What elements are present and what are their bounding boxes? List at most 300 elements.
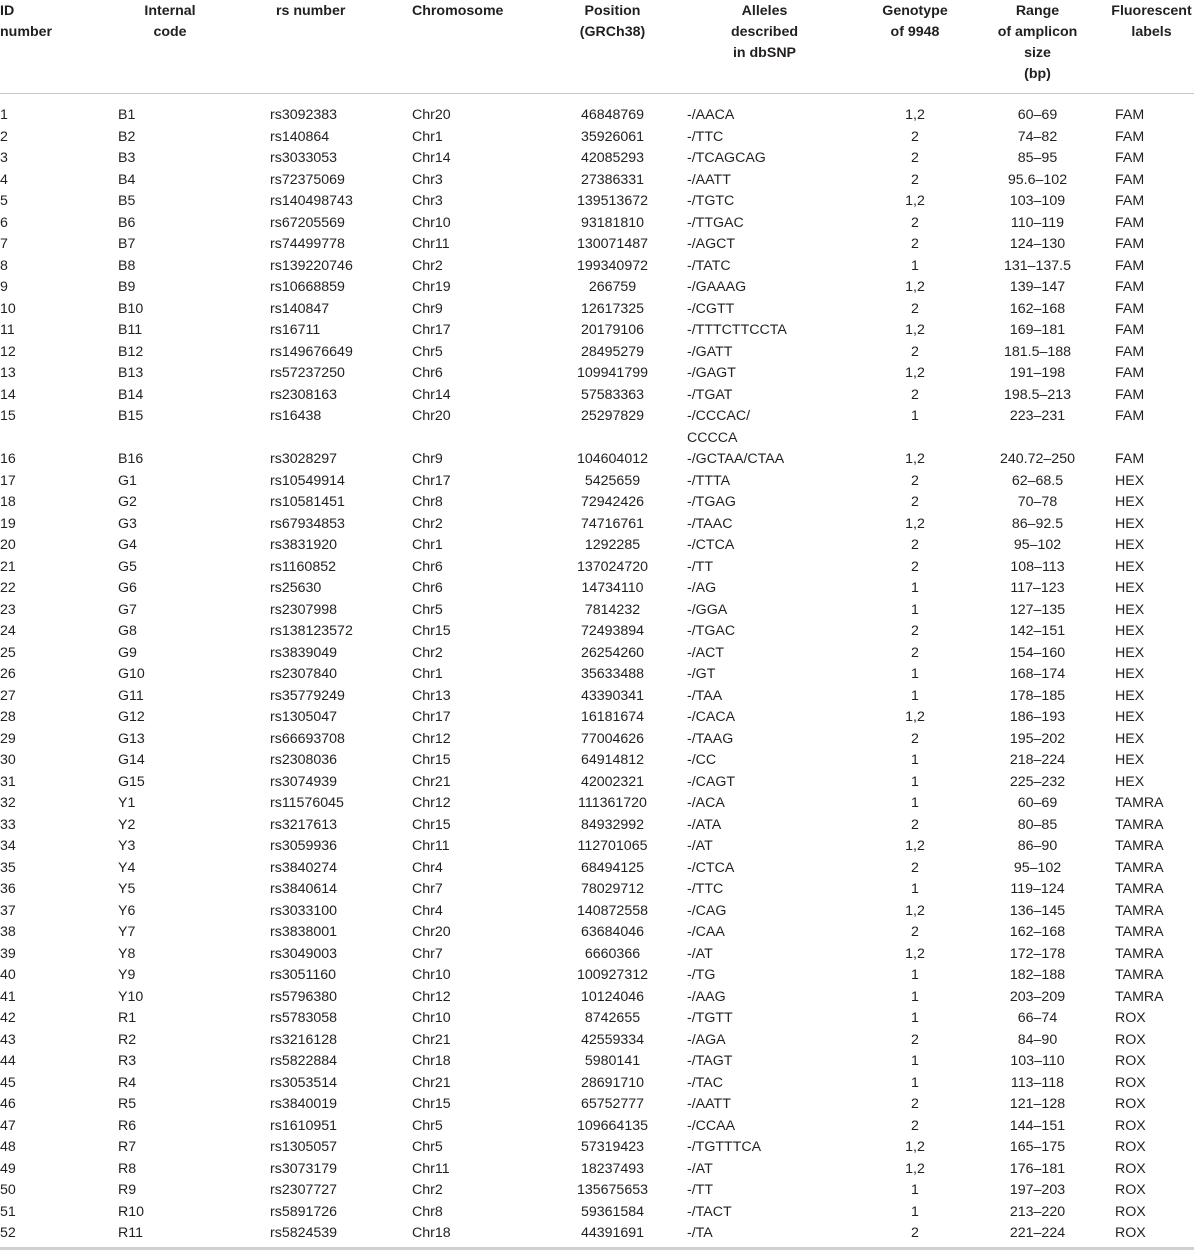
cell-internal-code: B15 (118, 408, 144, 424)
cell-rs-number: rs3053514 (270, 1074, 338, 1091)
cell-genotype: 1,2 (905, 945, 925, 962)
cell-internal-code: Y1 (118, 795, 136, 811)
cell-rs-number: rs1305047 (270, 709, 338, 725)
cell-chromosome: Chr17 (412, 322, 451, 338)
cell-fluorescent-label: HEX (1115, 472, 1145, 489)
cell-position: 5425659 (584, 472, 641, 489)
cell-fluorescent-label: HEX (1115, 644, 1145, 661)
cell-position: 14734110 (581, 580, 644, 596)
cell-internal-code: G8 (118, 623, 137, 639)
cell-alleles: -/AGCT (687, 236, 736, 252)
cell-alleles: -/TTC (687, 128, 724, 145)
cell-id-number: 41 (0, 988, 16, 1005)
cell-internal-code: R6 (118, 1117, 137, 1134)
cell-internal-code: R1 (118, 1010, 137, 1026)
cell-id-number: 37 (0, 902, 16, 919)
cell-position: 64914812 (580, 752, 645, 768)
cell-alleles: -/TTGAC (687, 214, 744, 231)
cell-position: 46848769 (580, 107, 645, 123)
cell-internal-code: B6 (118, 214, 136, 231)
cell-amplicon-range: 95.6–102 (1007, 171, 1068, 188)
cell-chromosome: Chr6 (412, 558, 443, 575)
cell-fluorescent-label: ROX (1115, 1117, 1146, 1134)
cell-alleles: -/TAA (687, 687, 723, 704)
cell-rs-number: rs3092383 (270, 107, 338, 123)
cell-fluorescent-label: TAMRA (1115, 924, 1164, 940)
cell-chromosome: Chr14 (412, 386, 451, 403)
cell-rs-number: rs140847 (270, 300, 330, 317)
cell-fluorescent-label: HEX (1115, 580, 1145, 596)
cell-alleles: -/AAG (687, 988, 726, 1005)
cell-fluorescent-label: FAM (1115, 128, 1145, 145)
cell-chromosome: Chr20 (412, 107, 451, 123)
cell-fluorescent-label: HEX (1115, 558, 1145, 575)
table-row (0, 514, 1194, 536)
cell-internal-code: B1 (118, 107, 136, 123)
cell-position: 27386331 (580, 171, 645, 188)
cell-rs-number: rs3216128 (270, 1031, 338, 1048)
cell-alleles: -/GCTAA/CTAA (687, 451, 785, 467)
cell-alleles: -/TGTT (687, 1010, 733, 1026)
cell-genotype: 2 (911, 1096, 919, 1112)
cell-amplicon-range: 186–193 (1009, 709, 1066, 725)
cell-genotype: 1,2 (905, 451, 925, 467)
cell-amplicon-range: 84–90 (1017, 1031, 1058, 1048)
table-row (0, 342, 1194, 364)
cell-rs-number: rs67934853 (270, 515, 345, 532)
cell-id-number: 3 (0, 150, 8, 166)
cell-alleles: -/AGA (687, 1031, 726, 1048)
cell-fluorescent-label: ROX (1115, 1031, 1146, 1048)
cell-genotype: 1 (911, 1203, 919, 1220)
cell-id-number: 6 (0, 214, 8, 231)
cell-rs-number: rs140498743 (270, 193, 353, 209)
table-row (0, 987, 1194, 1009)
cell-internal-code: B7 (118, 236, 136, 252)
cell-position: 10124046 (580, 988, 645, 1005)
cell-rs-number: rs3831920 (270, 537, 338, 553)
table-row (0, 535, 1194, 557)
cell-position: 28691710 (580, 1074, 645, 1091)
cell-fluorescent-label: FAM (1115, 171, 1145, 188)
table-row (0, 879, 1194, 901)
cell-fluorescent-label: FAM (1115, 343, 1145, 360)
cell-genotype: 2 (911, 1117, 919, 1134)
cell-alleles: -/TAGT (687, 1053, 733, 1069)
cell-amplicon-range: 110–119 (1010, 214, 1065, 231)
cell-internal-code: B13 (118, 365, 144, 381)
cell-genotype: 2 (911, 816, 919, 833)
cell-rs-number: rs10581451 (270, 494, 345, 510)
cell-id-number: 36 (0, 881, 16, 897)
cell-alleles: -/GAAAG (687, 279, 747, 295)
cell-genotype: 1 (911, 408, 919, 424)
cell-rs-number: rs2307727 (270, 1182, 338, 1198)
cell-genotype: 1 (911, 988, 919, 1005)
cell-chromosome: Chr19 (412, 279, 451, 295)
cell-genotype: 2 (911, 171, 919, 188)
table-row (0, 707, 1194, 729)
cell-alleles: -/TAAC (687, 515, 733, 532)
cell-alleles: -/GATT (687, 343, 733, 360)
cell-rs-number: rs5891726 (270, 1203, 338, 1220)
cell-position: 72493894 (580, 623, 645, 639)
table-row (0, 299, 1194, 321)
cell-rs-number: rs5796380 (270, 988, 338, 1005)
cell-rs-number: rs3051160 (270, 967, 336, 983)
cell-alleles: -/TTTA (687, 472, 731, 489)
cell-id-number: 27 (0, 687, 16, 704)
cell-amplicon-range: 221–224 (966, 1223, 1109, 1248)
cell-id-number: 7 (0, 236, 8, 252)
cell-fluorescent-label: FAM (1115, 236, 1145, 252)
cell-position: 57583363 (580, 386, 645, 403)
table-row (0, 836, 1194, 858)
cell-position: 93181810 (580, 214, 645, 231)
cell-internal-code: R11 (118, 1223, 270, 1248)
cell-internal-code: B4 (118, 171, 136, 188)
cell-chromosome: Chr11 (412, 1160, 450, 1177)
table-row (0, 686, 1194, 708)
table-row (0, 750, 1194, 772)
cell-alleles: -/TGTC (687, 193, 735, 209)
cell-genotype: 2 (911, 1031, 919, 1048)
cell-position: 112701065 (577, 838, 648, 854)
cell-rs-number: rs3049003 (270, 945, 338, 962)
table-row (0, 1202, 1194, 1224)
cell-position: 63684046 (580, 924, 645, 940)
cell-alleles: -/CTCA (687, 537, 735, 553)
table-row (0, 471, 1194, 493)
cell-amplicon-range: 95–102 (1013, 859, 1062, 876)
cell-alleles: -/CAGT (687, 773, 736, 790)
cell-amplicon-range: 124–130 (1009, 236, 1066, 252)
cell-genotype: 1 (911, 773, 919, 790)
cell-genotype: 2 (911, 150, 919, 166)
cell-rs-number: rs5822884 (270, 1053, 338, 1069)
cell-id-number: 52 (0, 1223, 118, 1248)
cell-amplicon-range: 182–188 (1009, 967, 1066, 983)
cell-chromosome: Chr10 (412, 1010, 451, 1026)
cell-chromosome: Chr5 (412, 1139, 443, 1155)
cell-rs-number: rs3840274 (270, 859, 338, 876)
cell-id-number: 40 (0, 967, 16, 983)
cell-rs-number: rs2307840 (270, 666, 338, 682)
cell-alleles: -/AT (687, 945, 713, 962)
cell-alleles: -/CCAA (687, 1117, 736, 1134)
cell-rs-number: rs5824539 (270, 1223, 412, 1248)
cell-fluorescent-label: ROX (1115, 1160, 1146, 1177)
cell-chromosome: Chr10 (412, 214, 451, 231)
cell-position: 104604012 (576, 451, 648, 467)
cell-amplicon-range: 181.5–188 (1003, 343, 1072, 360)
cell-chromosome: Chr12 (412, 730, 451, 747)
cell-internal-code: Y10 (118, 988, 144, 1005)
table-row (0, 363, 1194, 385)
cell-amplicon-range: 240.72–250 (1000, 451, 1075, 467)
cell-amplicon-range: 213–220 (1009, 1203, 1066, 1220)
cell-chromosome: Chr10 (412, 967, 451, 983)
table-row (0, 1180, 1194, 1202)
cell-genotype: 2 (911, 128, 919, 145)
cell-id-number: 18 (0, 494, 16, 510)
cell-rs-number: rs74499778 (270, 236, 345, 252)
cell-amplicon-range: 176–181 (1009, 1160, 1066, 1177)
cell-id-number: 23 (0, 601, 16, 618)
header-fluorescent-labels: Fluorescent labels (1109, 0, 1194, 94)
cell-fluorescent-label: FAM (1115, 107, 1145, 123)
cell-genotype: 1 (911, 1053, 919, 1069)
cell-amplicon-range: 169–181 (1009, 322, 1066, 338)
cell-position: 8742655 (584, 1010, 641, 1026)
cell-amplicon-range: 70–78 (1017, 494, 1058, 510)
cell-id-number: 43 (0, 1031, 16, 1048)
cell-chromosome: Chr4 (412, 902, 443, 919)
table-row (0, 449, 1194, 471)
header-id-number: ID number (0, 0, 118, 94)
cell-position: 137024720 (576, 558, 648, 575)
cell-position: 109941799 (576, 365, 648, 381)
cell-id-number: 1 (0, 107, 8, 123)
cell-fluorescent-label: HEX (1115, 515, 1145, 532)
cell-chromosome: Chr15 (412, 752, 451, 768)
cell-genotype: 2 (911, 343, 919, 360)
cell-internal-code: G7 (118, 601, 137, 618)
cell-chromosome: Chr12 (412, 795, 451, 811)
cell-genotype: 1,2 (905, 515, 925, 532)
cell-fluorescent-label: ROX (1115, 1010, 1146, 1026)
cell-internal-code: B5 (118, 193, 136, 209)
cell-rs-number: rs138123572 (270, 623, 353, 639)
table-row (0, 213, 1194, 235)
cell-position: 140872558 (576, 902, 648, 919)
cell-position: 84932992 (580, 816, 645, 833)
cell-internal-code: R4 (118, 1074, 137, 1091)
cell-rs-number: rs139220746 (270, 257, 353, 274)
cell-fluorescent-label: HEX (1115, 666, 1145, 682)
cell-genotype: 2 (911, 924, 919, 940)
cell-internal-code: G11 (118, 687, 144, 704)
cell-id-number: 32 (0, 795, 16, 811)
cell-id-number: 46 (0, 1096, 16, 1112)
cell-chromosome: Chr1 (412, 537, 443, 553)
cell-position: 12617325 (580, 300, 645, 317)
table-row (0, 557, 1194, 579)
cell-id-number: 48 (0, 1139, 16, 1155)
cell-internal-code: R2 (118, 1031, 137, 1048)
table-row (0, 492, 1194, 514)
cell-rs-number: rs3059936 (270, 838, 338, 854)
cell-id-number: 45 (0, 1074, 16, 1091)
cell-amplicon-range: 62–68.5 (1011, 472, 1064, 489)
cell-chromosome: Chr15 (412, 623, 451, 639)
cell-fluorescent-label: FAM (1115, 214, 1145, 231)
cell-rs-number: rs3028297 (270, 451, 338, 467)
cell-position: 139513672 (576, 193, 648, 209)
cell-id-number: 2 (0, 128, 8, 145)
table-row (0, 793, 1194, 815)
cell-position: 25297829 (580, 408, 645, 424)
cell-chromosome: Chr7 (412, 881, 443, 897)
cell-genotype: 1,2 (905, 902, 925, 919)
cell-fluorescent-label: ROX (1115, 1074, 1146, 1091)
cell-id-number: 9 (0, 279, 8, 295)
cell-position: 199340972 (576, 257, 648, 274)
cell-position: 18237493 (580, 1160, 645, 1177)
cell-internal-code: G12 (118, 709, 145, 725)
cell-alleles: -/AATT (687, 171, 731, 188)
cell-genotype: 1,2 (905, 279, 925, 295)
table-row (0, 320, 1194, 342)
cell-internal-code: G4 (118, 537, 137, 553)
table-row (0, 772, 1194, 794)
cell-alleles: -/ATA (687, 816, 722, 833)
cell-id-number: 50 (0, 1182, 16, 1198)
cell-amplicon-range: 108–113 (1010, 558, 1065, 575)
table-row (0, 1051, 1194, 1073)
cell-fluorescent-label: ROX (1109, 1223, 1194, 1248)
header-chromosome: Chromosome (412, 0, 550, 94)
cell-id-number: 39 (0, 945, 16, 962)
cell-internal-code: G9 (118, 644, 137, 661)
cell-rs-number: rs3217613 (270, 816, 338, 833)
cell-internal-code: G14 (118, 752, 145, 768)
cell-fluorescent-label: HEX (1115, 687, 1145, 704)
cell-internal-code: G13 (118, 730, 145, 747)
cell-rs-number: rs72375069 (270, 171, 345, 188)
cell-genotype: 1 (911, 1074, 919, 1091)
cell-internal-code: G10 (118, 666, 145, 682)
table-row (0, 234, 1194, 256)
cell-amplicon-range: 80–85 (1017, 816, 1058, 833)
cell-genotype: 1 (911, 967, 919, 983)
cell-rs-number: rs57237250 (270, 365, 345, 381)
table-row (0, 621, 1194, 643)
table-row (0, 170, 1194, 192)
cell-position: 16181674 (580, 709, 645, 725)
cell-internal-code: G6 (118, 580, 137, 596)
cell-chromosome: Chr1 (412, 128, 443, 145)
cell-internal-code: R7 (118, 1139, 137, 1155)
cell-id-number: 4 (0, 171, 8, 188)
cell-fluorescent-label: HEX (1115, 752, 1145, 768)
cell-alleles: -/CTCA (687, 859, 735, 876)
cell-fluorescent-label: HEX (1115, 709, 1145, 725)
cell-genotype: 1 (911, 1010, 919, 1026)
cell-genotype: 1 (911, 795, 919, 811)
cell-id-number: 16 (0, 451, 16, 467)
cell-internal-code: Y9 (118, 967, 136, 983)
cell-id-number: 31 (0, 773, 16, 790)
cell-id-number: 11 (0, 322, 15, 338)
cell-internal-code: R9 (118, 1182, 137, 1198)
cell-genotype: 1 (911, 601, 919, 618)
cell-chromosome: Chr14 (412, 150, 451, 166)
cell-chromosome: Chr15 (412, 1096, 451, 1112)
cell-amplicon-range: 144–151 (1009, 1117, 1066, 1134)
cell-position: 42002321 (580, 773, 645, 790)
cell-id-number: 47 (0, 1117, 16, 1134)
cell-position: 68494125 (580, 859, 645, 876)
cell-chromosome: Chr13 (412, 687, 451, 704)
cell-chromosome: Chr2 (412, 515, 443, 532)
table-row (0, 127, 1194, 149)
cell-genotype: 2 (864, 1223, 966, 1248)
cell-alleles: -/AT (687, 1160, 713, 1177)
cell-position: 77004626 (580, 730, 645, 747)
cell-amplicon-range: 139–147 (1009, 279, 1066, 295)
cell-chromosome: Chr17 (412, 709, 451, 725)
table-row (0, 965, 1194, 987)
cell-rs-number: rs3838001 (270, 924, 338, 940)
cell-fluorescent-label: HEX (1115, 601, 1145, 618)
cell-id-number: 29 (0, 730, 16, 747)
cell-position: 26254260 (580, 644, 645, 661)
cell-chromosome: Chr15 (412, 816, 451, 833)
cell-position: 42559334 (580, 1031, 645, 1048)
cell-chromosome: Chr21 (412, 773, 451, 790)
table-row (0, 858, 1194, 880)
cell-chromosome: Chr2 (412, 257, 443, 274)
cell-position: 78029712 (580, 881, 645, 897)
cell-alleles: -/CACA (687, 709, 736, 725)
cell-position: 111361720 (578, 795, 647, 811)
cell-id-number: 8 (0, 257, 8, 274)
cell-genotype: 1 (911, 687, 919, 704)
cell-fluorescent-label: ROX (1115, 1096, 1146, 1112)
cell-position: 35633488 (580, 666, 645, 682)
cell-internal-code: R10 (118, 1203, 145, 1220)
cell-amplicon-range: 142–151 (1009, 623, 1066, 639)
cell-id-number: 24 (0, 623, 16, 639)
cell-internal-code: B3 (118, 150, 136, 166)
cell-internal-code: Y5 (118, 881, 136, 897)
cell-fluorescent-label: FAM (1115, 150, 1145, 166)
cell-chromosome: Chr4 (412, 859, 443, 876)
cell-fluorescent-label: HEX (1115, 773, 1145, 790)
cell-alleles: -/TACT (687, 1203, 732, 1220)
table-row (0, 148, 1194, 170)
cell-alleles: -/ACA (687, 795, 725, 811)
header-row (0, 0, 1194, 94)
cell-internal-code: B16 (118, 451, 144, 467)
table-row (0, 1137, 1194, 1159)
cell-genotype: 1 (911, 666, 919, 682)
table-row (0, 922, 1194, 944)
cell-fluorescent-label: FAM (1115, 386, 1145, 403)
cell-fluorescent-label: FAM (1115, 257, 1145, 274)
cell-position: 20179106 (580, 322, 645, 338)
cell-id-number: 10 (0, 300, 16, 317)
cell-id-number: 51 (0, 1203, 16, 1220)
cell-id-number: 42 (0, 1010, 16, 1026)
cell-chromosome: Chr12 (412, 988, 451, 1005)
cell-id-number: 49 (0, 1160, 16, 1177)
cell-alleles: -/TATC (687, 257, 731, 274)
cell-rs-number: rs1160852 (270, 558, 336, 575)
cell-fluorescent-label: ROX (1115, 1139, 1146, 1155)
cell-id-number: 30 (0, 752, 16, 768)
cell-genotype: 1 (911, 580, 919, 596)
cell-alleles: -/TAC (687, 1074, 723, 1091)
cell-amplicon-range: 197–203 (1009, 1182, 1066, 1198)
cell-internal-code: R3 (118, 1053, 137, 1069)
table-header (0, 0, 1194, 94)
header-internal-code: Internal code (118, 0, 270, 94)
cell-amplicon-range: 86–90 (1017, 838, 1058, 854)
table-row (0, 1030, 1194, 1052)
cell-alleles: -/CGTT (687, 300, 735, 317)
